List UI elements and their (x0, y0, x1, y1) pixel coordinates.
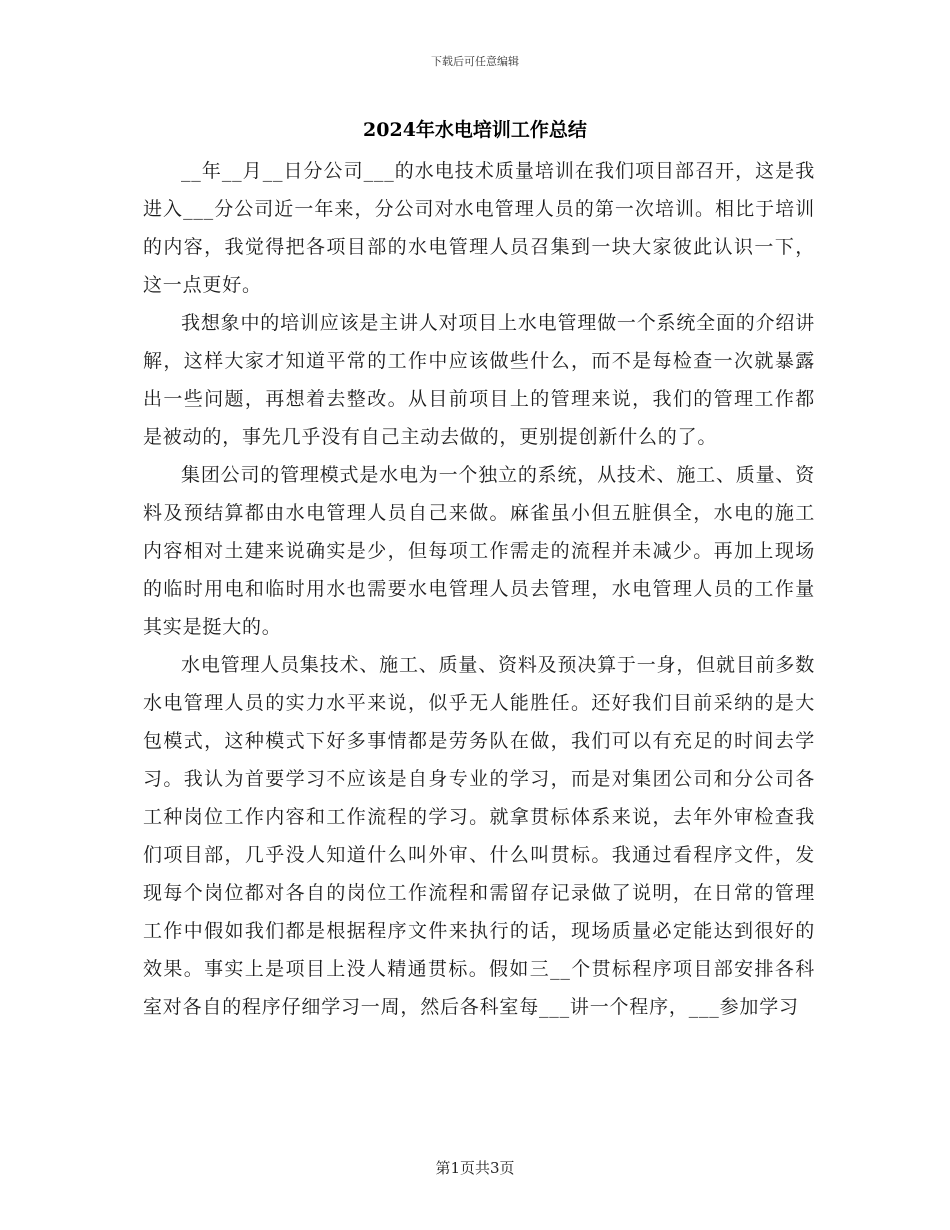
page-number: 第1页共3页 (435, 1159, 515, 1177)
paragraph-4: 水电管理人员集技术、施工、质量、资料及预决算于一身，但就目前多数水电管理人员的实力水平来说，似乎无人能胜任。还好我们目前采纳的是大包模式，这种模式下好多事情都是劳务队在做，我们可以有充足的时间去学习。我认为首要学习不应该是自身专业的学习，而是对集团公司和分公司各工种岗位工作内容和工作流程的学习。就拿贯标体系来说，去年外审检查我们项目部，几乎没人知道什么叫外审、什么叫贯标。我通过看程序文件，发现每个岗位都对各自的岗位工作流程和需留存记录做了说明，在日常的管理工作中假如我们都是根据程序文件来执行的话，现场质量必定能达到很好的效果。事实上是项目上没人精通贯标。假如三__个贯标程序项目部安排各科室对各自的程序仔细学习一周，然后各科室每___讲一个程序，___参加学习 (143, 654, 815, 1018)
document-body (143, 152, 815, 1026)
paragraph-2: 我想象中的培训应该是主讲人对项目上水电管理做一个系统全面的介绍讲解，这样大家才知道平常的工作中应该做些什么，而不是每检查一次就暴露出一些问题，再想着去整改。从目前项目上的管理来说，我们的管理工作都是被动的，事先几乎没有自己主动去做的，更别提创新什么的了。 (143, 312, 815, 448)
page-header-note: 下载后可任意编辑 (431, 55, 519, 68)
paragraph-3: 集团公司的管理模式是水电为一个独立的系统，从技术、施工、质量、资料及预结算都由水电管理人员自己来做。麻雀虽小但五脏俱全，水电的施工内容相对土建来说确实是少，但每项工作需走的流程并未减少。再加上现场的临时用电和临时用水也需要水电管理人员去管理，水电管理人员的工作量其实是挺大的。 (143, 464, 815, 638)
paragraph-1: __年__月__日分公司___的水电技术质量培训在我们项目部召开，这是我进入___分公司近一年来，分公司对水电管理人员的第一次培训。相比于培训的内容，我觉得把各项目部的水电管理人员召集到一块大家彼此认识一下，这一点更好。 (143, 160, 815, 296)
document-title: 2024年水电培训工作总结 (363, 119, 587, 141)
